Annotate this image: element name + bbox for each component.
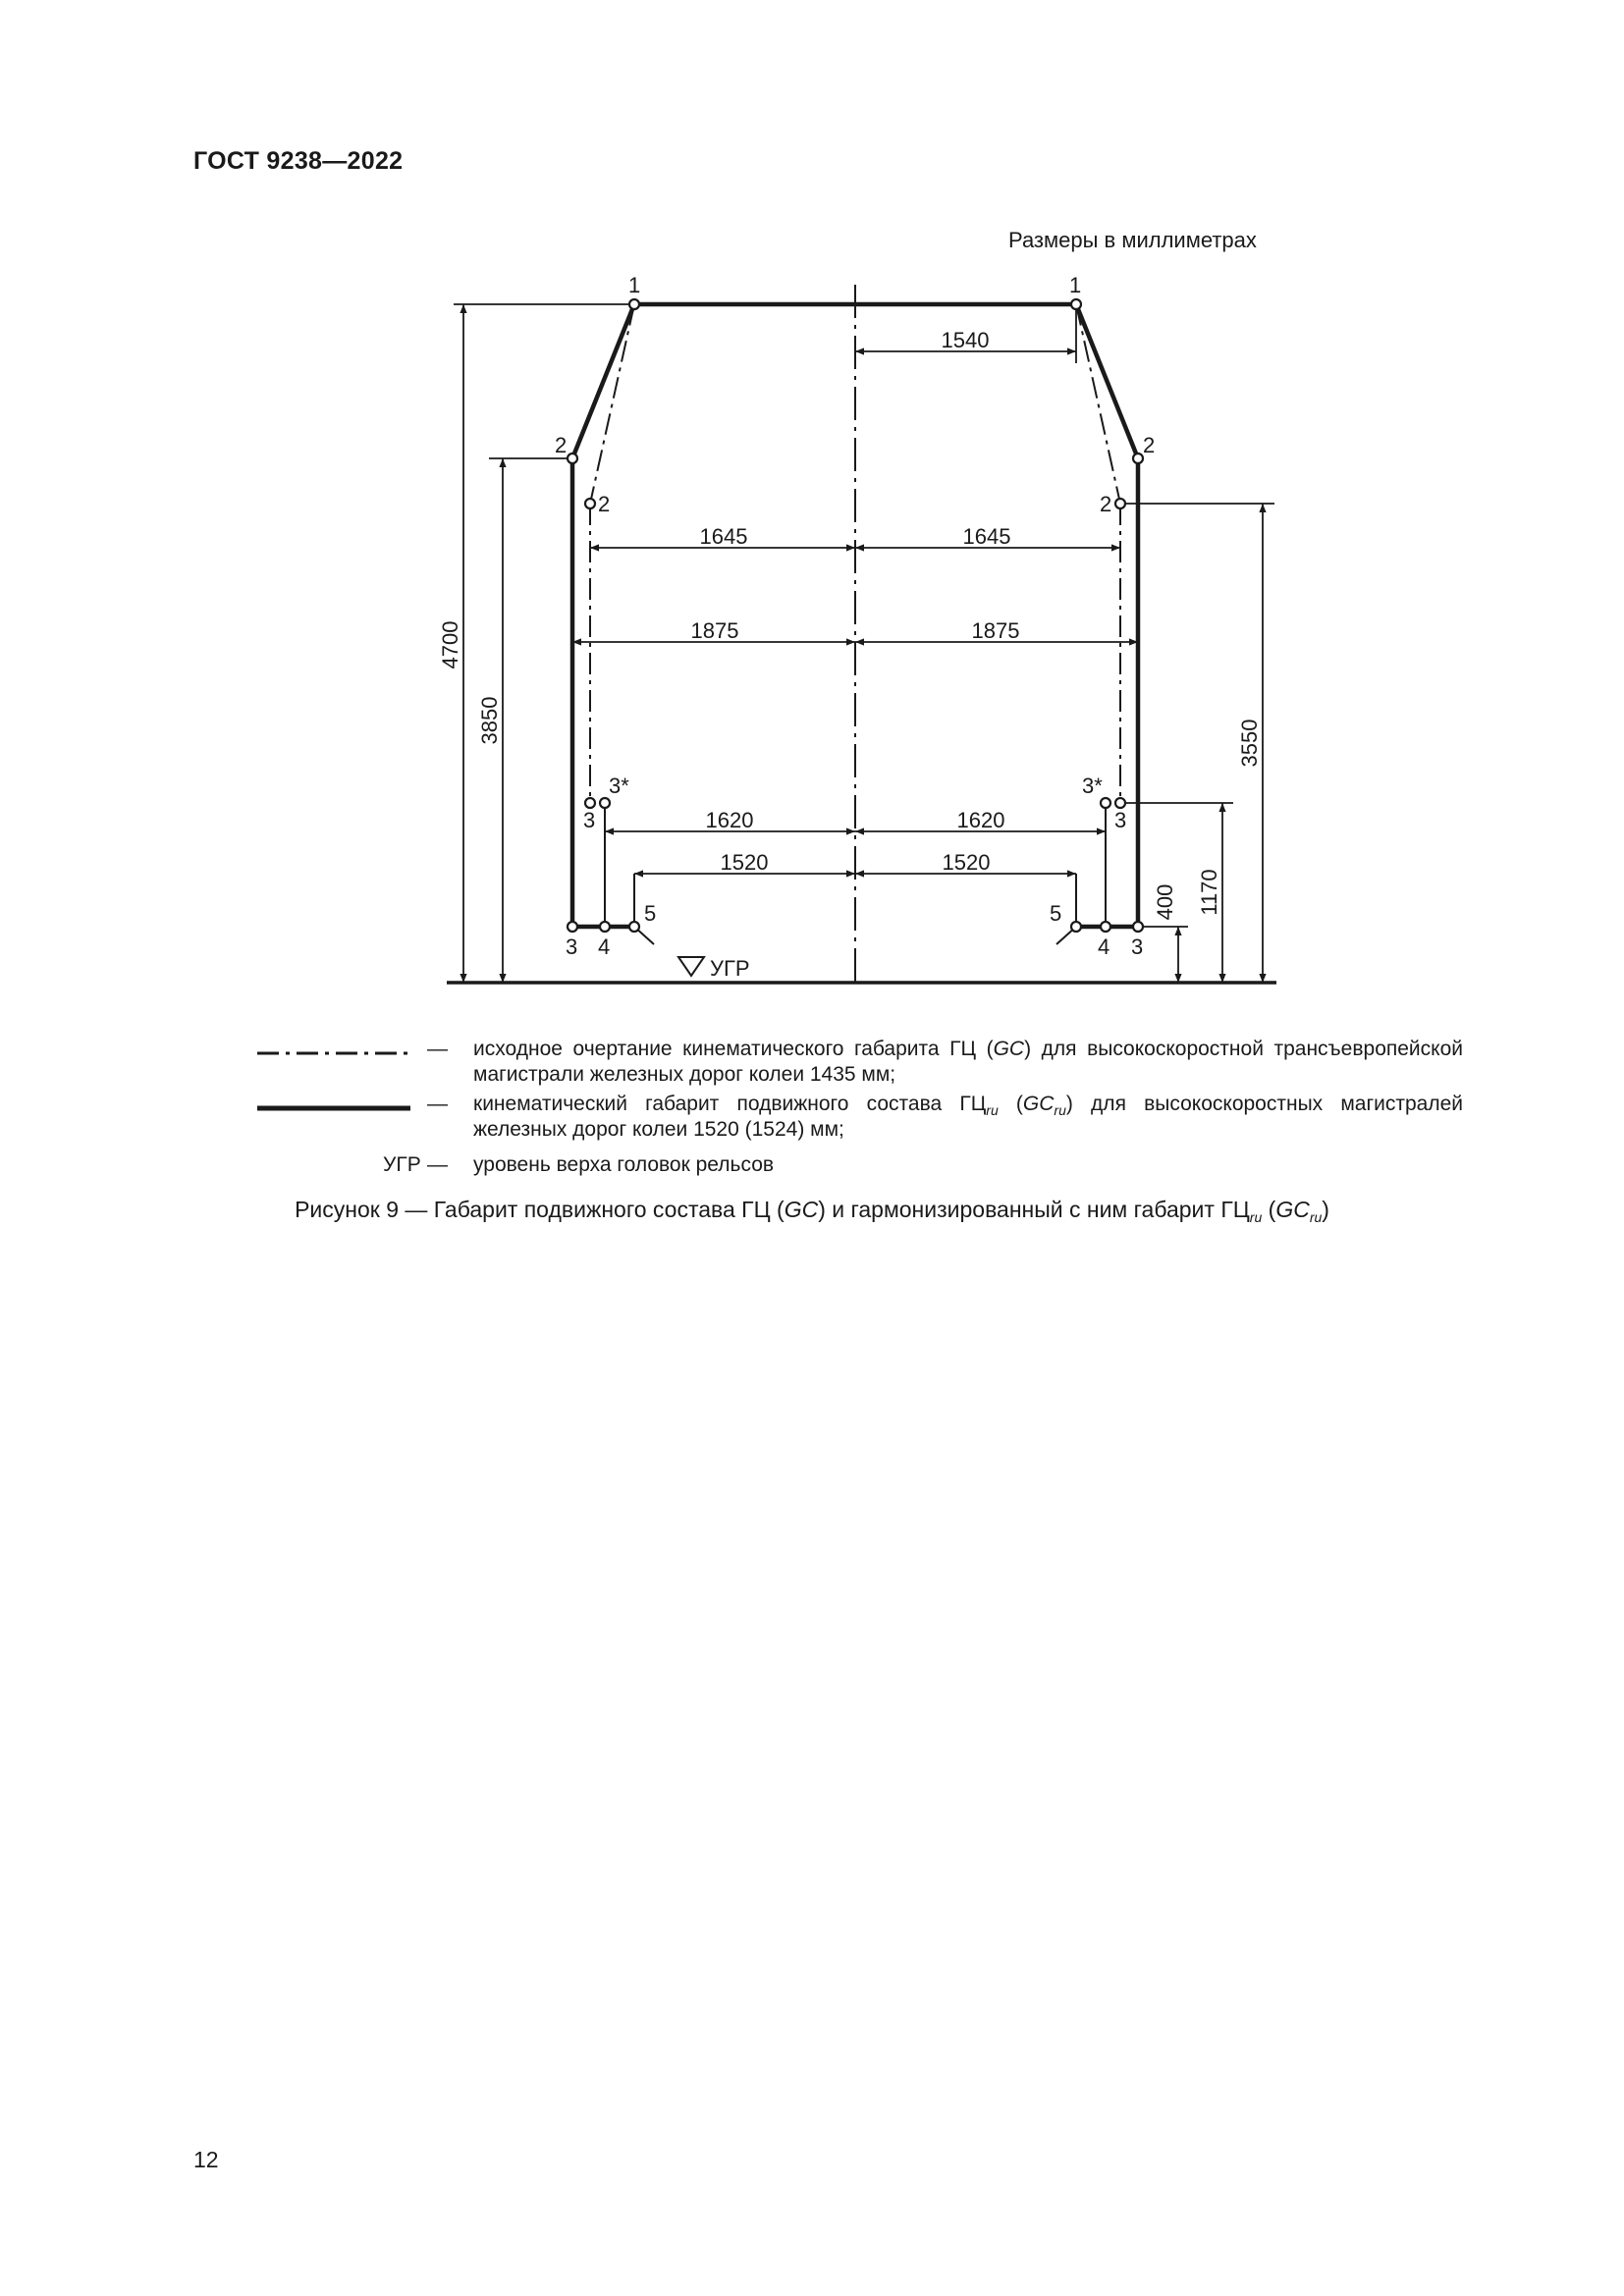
legend-text-gc-italic: GC bbox=[993, 1038, 1025, 1060]
document-header: ГОСТ 9238—2022 bbox=[193, 147, 404, 175]
legend-item-gc bbox=[255, 1037, 1463, 1092]
figure-caption bbox=[0, 1197, 1624, 1223]
legend-text-gcru-part2: ( bbox=[998, 1093, 1023, 1115]
legend-text-gc-part2: ) для высокоскоростной трансъевропейской магистрали железных дорог колеи 1435 мм; bbox=[473, 1038, 1463, 1086]
point-2-right-outer bbox=[1133, 454, 1143, 463]
label-3-right-upper: 3 bbox=[1114, 808, 1127, 832]
dim-1620-left-value: 1620 bbox=[705, 808, 754, 832]
caption-middle-2: ( bbox=[1262, 1197, 1276, 1222]
caption-italic-2: GC bbox=[1275, 1197, 1310, 1222]
legend-text-gcru-sub1: ru bbox=[986, 1102, 999, 1118]
label-4-right: 4 bbox=[1098, 934, 1110, 959]
point-3-left-lower bbox=[568, 922, 577, 932]
point-4-left bbox=[600, 922, 610, 932]
legend-text-ugr: уровень верха головок рельсов bbox=[473, 1153, 775, 1176]
rail-level-label: УГР bbox=[710, 956, 750, 981]
legend-text-gc-part1: исходное очертание кинематического габарита ГЦ ( bbox=[473, 1038, 994, 1060]
legend-item-gcru bbox=[255, 1092, 1463, 1147]
point-4-right bbox=[1101, 922, 1110, 932]
dim-400-value: 400 bbox=[1153, 883, 1177, 921]
legend-text-gc bbox=[473, 1037, 1463, 1088]
label-2-right-outer: 2 bbox=[1143, 433, 1156, 457]
label-3-right-lower: 3 bbox=[1131, 934, 1144, 959]
point-1-right bbox=[1071, 299, 1081, 309]
label-4-left: 4 bbox=[598, 934, 611, 959]
label-5-left: 5 bbox=[644, 901, 657, 926]
legend-item-ugr bbox=[255, 1152, 1463, 1180]
dim-3850-value: 3850 bbox=[477, 696, 502, 745]
point-2-left-inner bbox=[585, 499, 595, 508]
legend-text-gcru-sub2: ru bbox=[1054, 1102, 1066, 1118]
legend-text-gcru-part1: кинематический габарит подвижного состава ГЦ bbox=[473, 1093, 987, 1115]
point-3-left-upper bbox=[585, 798, 595, 808]
caption-middle: ) и гармонизированный с ним габарит ГЦ bbox=[818, 1197, 1250, 1222]
rail-level-triangle-icon bbox=[678, 957, 704, 976]
point-5-right bbox=[1071, 922, 1081, 932]
dim-1520-right-value: 1520 bbox=[942, 850, 991, 875]
legend-dash: — bbox=[427, 1093, 448, 1115]
legend-dash: — bbox=[427, 1038, 448, 1060]
dim-1645-right-value: 1645 bbox=[962, 524, 1011, 549]
label-3star-right: 3* bbox=[1082, 774, 1103, 798]
caption-suffix: ) bbox=[1322, 1197, 1329, 1222]
dim-1875-right-value: 1875 bbox=[971, 618, 1020, 643]
point-2-right-inner bbox=[1115, 499, 1125, 508]
label-3star-left: 3* bbox=[609, 774, 629, 798]
caption-prefix: Рисунок 9 — Габарит подвижного состава ГЦ ( bbox=[295, 1197, 785, 1222]
legend-abbrev-ugr: УГР bbox=[383, 1153, 421, 1176]
caption-italic-1: GC bbox=[784, 1197, 819, 1222]
label-2-left-outer: 2 bbox=[555, 433, 568, 457]
point-2-left-outer bbox=[568, 454, 577, 463]
label-1-right: 1 bbox=[1069, 273, 1082, 297]
point-3star-left bbox=[600, 798, 610, 808]
label-5-right: 5 bbox=[1050, 901, 1062, 926]
point-5-left bbox=[629, 922, 639, 932]
point-3-right-lower bbox=[1133, 922, 1143, 932]
dim-1540-value: 1540 bbox=[941, 328, 990, 352]
units-note: Размеры в миллиметрах bbox=[1008, 228, 1257, 252]
point-1-left bbox=[629, 299, 639, 309]
label-3-left-lower: 3 bbox=[566, 934, 578, 959]
dim-1875-left-value: 1875 bbox=[690, 618, 739, 643]
clearance-gauge-figure bbox=[0, 0, 1624, 1041]
legend-dash: — bbox=[427, 1153, 448, 1176]
dim-1645-left-value: 1645 bbox=[699, 524, 748, 549]
point-3-right-upper bbox=[1115, 798, 1125, 808]
legend-text-gcru bbox=[473, 1092, 1463, 1143]
dim-1620-right-value: 1620 bbox=[956, 808, 1005, 832]
label-1-left: 1 bbox=[628, 273, 641, 297]
dim-4700-value: 4700 bbox=[438, 620, 462, 669]
dash-dot-line-symbol bbox=[255, 1037, 412, 1062]
legend-text-gcru-part3: ) для высокоскоростных магистралей железных дорог колеи 1520 (1524) мм; bbox=[473, 1093, 1464, 1141]
point-3star-right bbox=[1101, 798, 1110, 808]
legend-text-gcru-italic: GC bbox=[1022, 1093, 1055, 1115]
caption-sub-1: ru bbox=[1249, 1209, 1263, 1225]
label-2-right-inner: 2 bbox=[1100, 492, 1112, 516]
solid-line-symbol bbox=[255, 1092, 412, 1117]
label-3-left-upper: 3 bbox=[583, 808, 596, 832]
caption-sub-2: ru bbox=[1309, 1209, 1323, 1225]
page-number: 12 bbox=[193, 2147, 219, 2172]
dim-3550-value: 3550 bbox=[1237, 719, 1262, 768]
dim-1520-left-value: 1520 bbox=[720, 850, 769, 875]
dim-1170-value: 1170 bbox=[1197, 869, 1221, 916]
label-2-left-inner: 2 bbox=[598, 492, 611, 516]
